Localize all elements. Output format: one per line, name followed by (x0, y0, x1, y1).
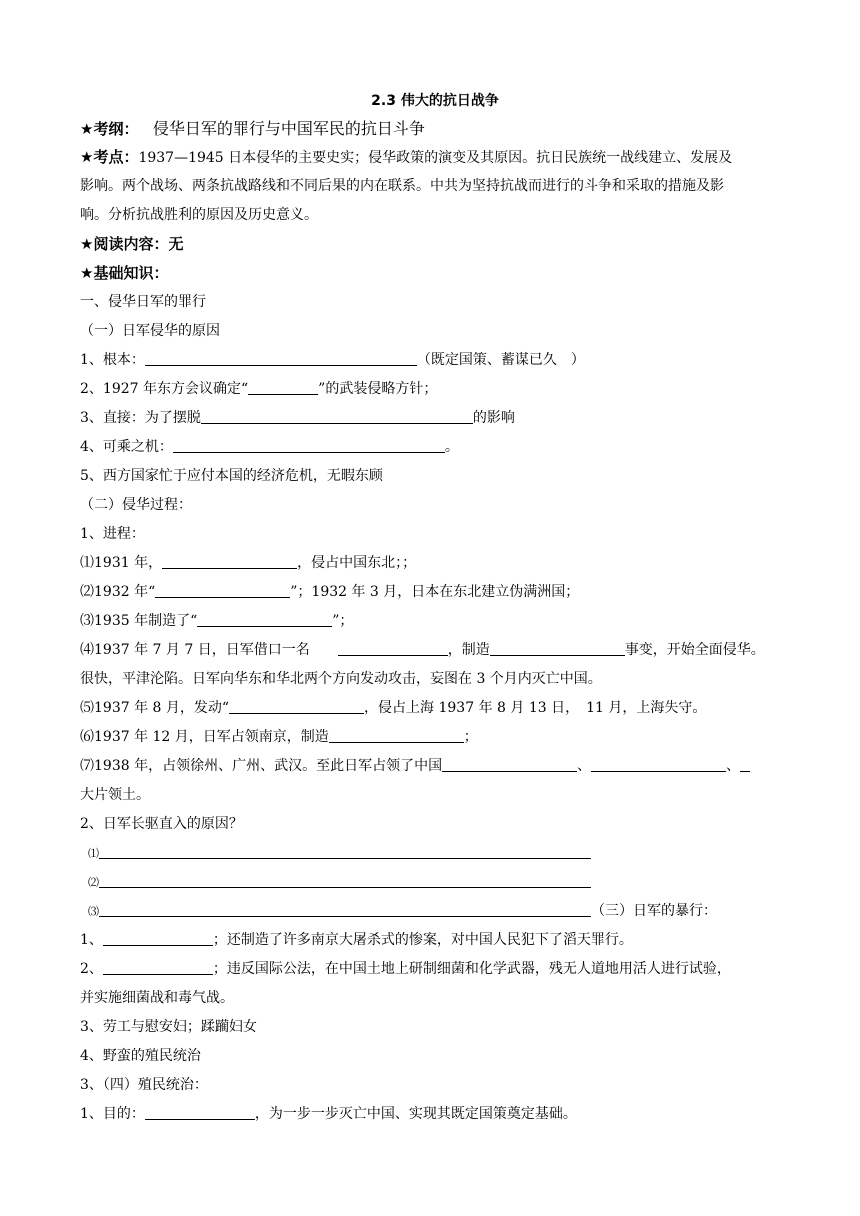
process-2 (80, 578, 790, 607)
kaodian-line-3: 响。分析抗战胜利的原因及历史意义。 (80, 207, 318, 223)
reason-2 (80, 375, 790, 404)
kaodian-line-1 (80, 143, 790, 172)
atrocity-4: 4、野蛮的殖民统治 (80, 1048, 201, 1064)
subsection-3-heading: （三）日军的暴行： (591, 903, 717, 919)
reason-1-text: 1、根本： (80, 352, 145, 368)
fill-blank[interactable] (248, 380, 318, 395)
reason-2-tail: ”的武装侵略方针； (318, 381, 438, 397)
fill-blank[interactable] (197, 612, 332, 627)
fill-blank[interactable] (145, 1105, 255, 1120)
process-7-cont: 大片领土。 (80, 787, 150, 803)
fill-blank[interactable] (201, 409, 473, 424)
process-7-sep2: 、 (726, 758, 741, 774)
process-5 (80, 694, 790, 723)
process-heading: 1、进程： (80, 526, 145, 542)
process-6 (80, 723, 790, 752)
colonial-1-text: 1、目的： (80, 1106, 145, 1122)
page-title: 2.3 伟大的抗日战争 (371, 93, 499, 109)
fill-blank[interactable] (591, 757, 726, 772)
reason-3-text: 3、直接：为了摆脱 (80, 410, 201, 426)
fill-blank[interactable] (103, 931, 213, 946)
reason-3-tail: 的影响 (472, 410, 515, 426)
fill-blank[interactable] (173, 438, 445, 453)
question-1-num: ⑴ (88, 847, 99, 860)
kaogang-label: ★考纲： (80, 120, 139, 138)
process-3-tail: ”； (332, 613, 354, 629)
kaogang-text: 侵华日军的罪行与中国军民的抗日斗争 (152, 119, 425, 138)
subsection-4-heading: 3、（四）殖民统治： (80, 1077, 208, 1093)
question-3 (80, 897, 790, 926)
fill-blank[interactable] (162, 554, 297, 569)
jichu-line: ★基础知识： (80, 264, 169, 282)
process-1-tail: ，侵占中国东北；； (297, 555, 417, 571)
fill-blank[interactable] (99, 844, 591, 859)
process-1-text: ⑴1931 年， (80, 555, 163, 571)
atrocity-3: 3、劳工与慰安妇；蹂躏妇女 (80, 1019, 257, 1035)
process-7-text: ⑺1938 年，占领徐州、广州、武汉。至此日军占领了中国 (80, 758, 443, 774)
kaogang-line (80, 114, 790, 143)
fill-blank[interactable] (338, 641, 448, 656)
process-6-tail: ； (463, 729, 478, 745)
process-4-cont: 很快，平津沦陷。日军向华东和华北两个方向发动攻击，妄图在 3 个月内灭亡中国。 (80, 671, 602, 687)
process-3-text: ⑶1935 年制造了“ (80, 613, 198, 629)
fill-blank[interactable] (329, 728, 464, 743)
process-4-text: ⑷1937 年 7 月 7 日，日军借口一名 (80, 642, 338, 658)
reason-1 (80, 346, 790, 375)
process-3 (80, 607, 790, 636)
kaodian-text-1: 1937—1945 日本侵华的主要史实；侵华政策的演变及其原因。抗日民族统一战线建立、发展及 (138, 150, 733, 166)
reason-5: 5、西方国家忙于应付本国的经济危机，无暇东顾 (80, 468, 383, 484)
reason-4 (80, 433, 790, 462)
reason-2-text: 2、1927 年东方会议确定“ (80, 381, 249, 397)
process-7 (80, 752, 790, 781)
atrocity-2-text: ；违反国际公法，在中国土地上研制细菌和化学武器，残无人道地用活人进行试验， (212, 961, 731, 977)
process-5-tail: ，侵占上海 1937 年 8 月 13 日， 11 月，上海失守。 (364, 700, 707, 716)
reason-4-text: 4、可乘之机： (80, 439, 173, 455)
atrocity-1-text: ；还制造了许多南京大屠杀式的惨案，对中国人民犯下了滔天罪行。 (212, 932, 633, 948)
subsection-1-heading: （一）日军侵华的原因 (80, 323, 220, 339)
fill-blank[interactable] (229, 699, 364, 714)
reason-3 (80, 404, 790, 433)
fill-blank[interactable] (490, 641, 625, 656)
atrocity-2-num: 2、 (80, 961, 103, 977)
process-4-mid: ，制造 (447, 642, 490, 658)
section-1-heading: 一、侵华日军的罪行 (80, 294, 206, 310)
fill-blank[interactable] (740, 757, 750, 772)
fill-blank[interactable] (155, 583, 290, 598)
process-4 (80, 636, 790, 665)
fill-blank[interactable] (442, 757, 577, 772)
colonial-1-tail: ，为一步一步灭亡中国、实现其既定国策奠定基础。 (254, 1106, 577, 1122)
reason-4-tail: 。 (444, 439, 459, 455)
document-page (80, 88, 790, 1129)
fill-blank[interactable] (99, 873, 591, 888)
kaodian-label: ★考点： (80, 148, 139, 166)
atrocity-2 (80, 955, 790, 984)
kaodian-line-2: 影响。两个战场、两条抗战路线和不同后果的内在联系。中共为坚持抗战而进行的斗争和采取的措施及影 (80, 178, 724, 194)
reason-1-note: （既定国策、蓄谋已久 ） (416, 352, 585, 368)
process-2-tail: ”；1932 年 3 月，日本在东北建立伪满洲国； (290, 584, 580, 600)
atrocity-1 (80, 926, 790, 955)
fill-blank[interactable] (99, 902, 591, 917)
question-1 (80, 839, 790, 868)
atrocity-1-num: 1、 (80, 932, 103, 948)
fill-blank[interactable] (145, 351, 417, 366)
process-7-sep: 、 (577, 758, 592, 774)
fill-blank[interactable] (103, 960, 213, 975)
question-2 (80, 868, 790, 897)
question-heading: 2、日军长驱直入的原因？ (80, 816, 243, 832)
subsection-2-heading: （二）侵华过程： (80, 497, 192, 513)
colonial-1 (80, 1100, 790, 1129)
process-6-text: ⑹1937 年 12 月，日军占领南京，制造 (80, 729, 329, 745)
process-2-text: ⑵1932 年“ (80, 584, 156, 600)
question-3-num: ⑶ (88, 905, 99, 918)
atrocity-2-cont: 并实施细菌战和毒气战。 (80, 990, 234, 1006)
process-1 (80, 549, 790, 578)
process-4-tail: 事变，开始全面侵华。 (624, 642, 765, 658)
process-5-text: ⑸1937 年 8 月，发动“ (80, 700, 230, 716)
yuedu-line: ★阅读内容：无 (80, 235, 184, 253)
question-2-num: ⑵ (88, 876, 99, 889)
